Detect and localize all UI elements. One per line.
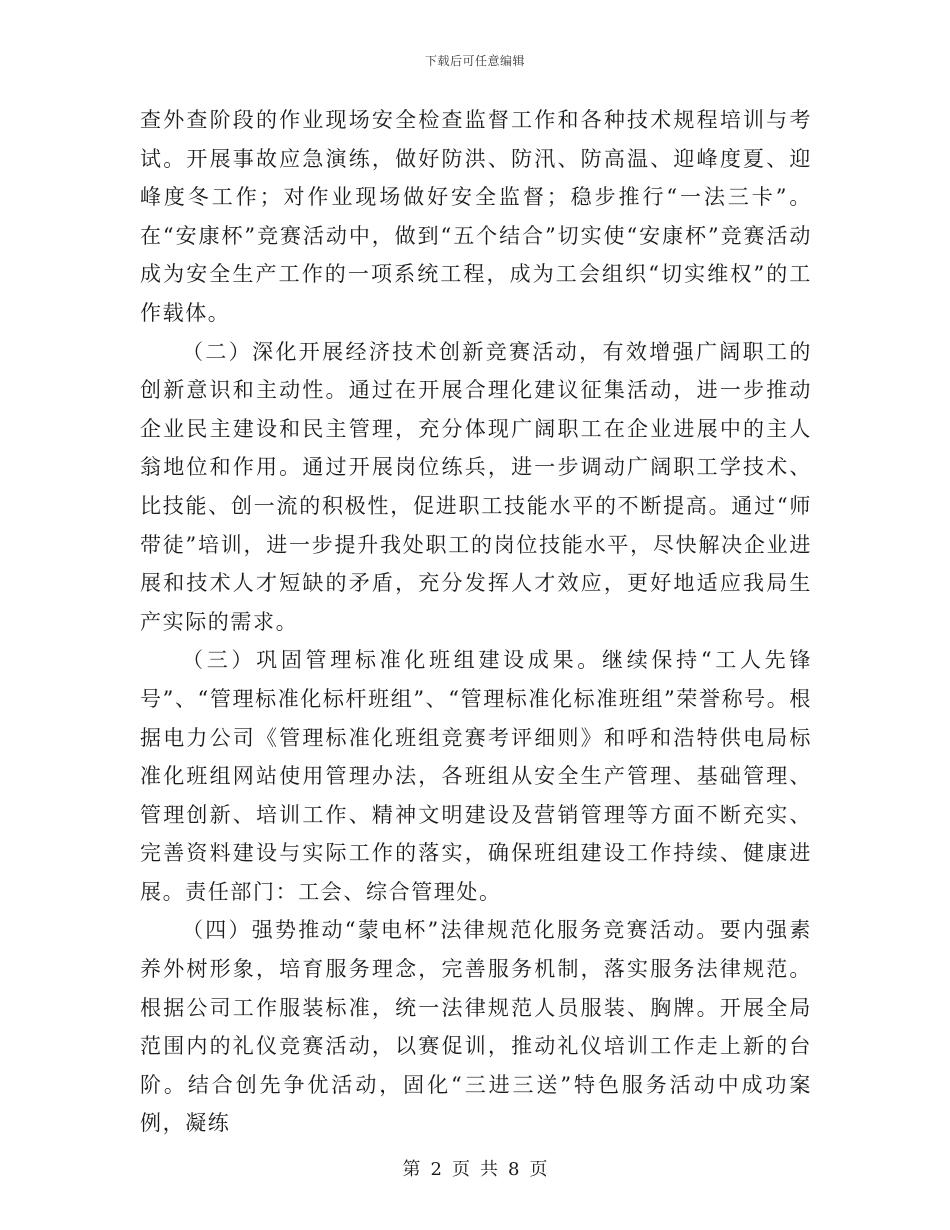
- footer-label-di: 第: [402, 1159, 421, 1180]
- footer-total-pages: 8: [508, 1159, 520, 1180]
- footer-label-gong: 共: [480, 1159, 498, 1180]
- paragraph-section-3: （三）巩固管理标准化班组建设成果。继续保持“工人先锋号”、“管理标准化标杆班组”、“管理标准化标准班组”荣誉称号。根据电力公司《管理标准化班组竞赛考评细则》和呼和浩特供电局标准化班组网站使用管理办法，各班组从安全生产管理、基础管理、管理创新、培训工作、精神文明建设及营销管理等方面不断充实、完善资料建设与实际工作的落实，确保班组建设工作持续、健康进展。责任部门：工会、综合管理处。: [140, 648, 812, 904]
- footer-label-ye-end: 页: [529, 1159, 548, 1180]
- page-header-note: 下载后可任意编辑: [424, 54, 525, 68]
- document-body: [140, 101, 812, 1143]
- footer-page-number: 2: [430, 1159, 442, 1180]
- paragraph-section-2: （二）深化开展经济技术创新竞赛活动，有效增强广阔职工的创新意识和主动性。通过在开展合理化建议征集活动，进一步推动企业民主建设和民主管理，充分体现广阔职工在企业进展中的主人翁地位和作用。通过开展岗位练兵，进一步调动广阔职工学技术、比技能、创一流的积极性，促进职工技能水平的不断提高。通过“师带徒”培训，进一步提升我处职工的岗位技能水平，尽快解决企业进展和技术人才短缺的矛盾，充分发挥人才效应，更好地适应我局生产实际的需求。: [140, 339, 812, 634]
- paragraph-continuation: 查外查阶段的作业现场安全检查监督工作和各种技术规程培训与考试。开展事故应急演练，做好防洪、防汛、防高温、迎峰度夏、迎峰度冬工作；对作业现场做好安全监督；稳步推行“一法三卡”。在“安康杯”竞赛活动中，做到“五个结合”切实使“安康杯”竞赛活动成为安全生产工作的一项系统工程，成为工会组织“切实维权”的工作载体。: [140, 108, 812, 325]
- page-footer: [0, 1155, 950, 1181]
- footer-label-ye: 页: [452, 1159, 470, 1180]
- paragraph-section-4: （四）强势推动“蒙电杯”法律规范化服务竞赛活动。要内强素养外树形象，培育服务理念，完善服务机制，落实服务法律规范。根据公司工作服装标准，统一法律规范人员服装、胸牌。开展全局范围内的礼仪竞赛活动，以赛促训，推动礼仪培训工作走上新的台阶。结合创先争优活动，固化“三进三送”特色服务活动中成功案例，凝练: [140, 918, 812, 1136]
